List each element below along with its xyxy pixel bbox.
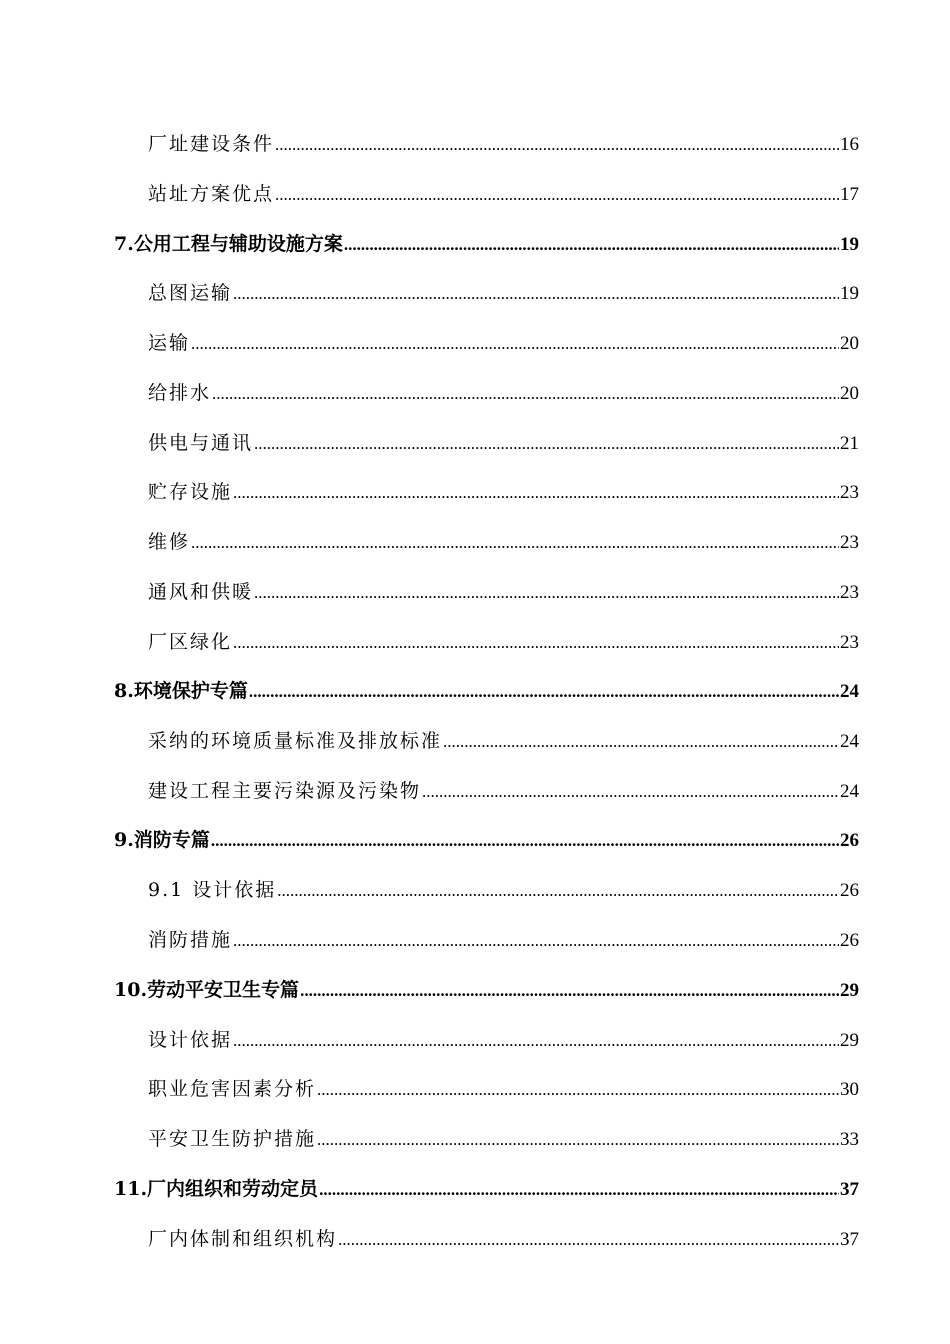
dot-leader [233, 921, 839, 961]
toc-entry-page: 30 [840, 1079, 859, 1100]
toc-section-heading[interactable] [114, 671, 859, 711]
dot-leader [254, 424, 839, 464]
toc-entry[interactable] [148, 124, 859, 164]
toc-entry-page: 23 [840, 632, 859, 653]
toc-entry-page: 19 [840, 283, 859, 304]
toc-entry-label: 站址方案优点 [148, 183, 275, 205]
toc-entry[interactable] [148, 622, 859, 662]
toc-entry-page: 23 [840, 532, 859, 553]
toc-entry-page: 20 [840, 333, 859, 354]
toc-entry[interactable] [148, 174, 859, 214]
toc-entry-page: 24 [840, 681, 859, 702]
dot-leader [277, 871, 839, 911]
toc-entry-label: 供电与通讯 [148, 432, 254, 454]
toc-section-heading[interactable] [114, 1169, 859, 1209]
toc-entry[interactable] [148, 522, 859, 562]
toc-entry[interactable] [148, 1119, 859, 1159]
toc-entry-label: 7.公用工程与辅助设施方案 [114, 233, 343, 255]
toc-entry-page: 16 [840, 134, 859, 155]
dot-leader [344, 225, 839, 265]
toc-entry-label: 通风和供暖 [148, 581, 254, 603]
dot-leader [233, 473, 839, 513]
toc-entry-page: 26 [840, 930, 859, 951]
dot-leader [249, 672, 839, 712]
toc-entry-page: 37 [840, 1229, 859, 1250]
dot-leader [275, 175, 839, 215]
dot-leader [317, 1120, 839, 1160]
toc-entry-label: 9.消防专篇 [114, 829, 210, 851]
toc-entry[interactable] [148, 273, 859, 313]
dot-leader [191, 324, 839, 364]
toc-entry-label: 消防措施 [148, 929, 233, 951]
toc-entry-label: 9.1 设计依据 [148, 879, 277, 901]
toc-entry-label: 维修 [148, 531, 191, 553]
toc-entry-page: 23 [840, 482, 859, 503]
toc-entry[interactable] [148, 472, 859, 512]
dot-leader [319, 1170, 839, 1210]
toc-entry[interactable] [148, 323, 859, 363]
toc-entry-label: 厂址建设条件 [148, 133, 275, 155]
dot-leader [212, 374, 839, 414]
toc-entry-label: 平安卫生防护措施 [148, 1128, 317, 1150]
toc-entry-page: 17 [840, 184, 859, 205]
toc-entry[interactable] [148, 721, 859, 761]
toc-entry-page: 37 [840, 1179, 859, 1200]
toc-section-heading[interactable] [114, 970, 859, 1010]
dot-leader [422, 772, 839, 812]
toc-entry-page: 20 [840, 383, 859, 404]
toc-entry[interactable] [148, 572, 859, 612]
toc-entry-label: 给排水 [148, 382, 212, 404]
dot-leader [233, 1021, 839, 1061]
toc-entry[interactable] [148, 870, 859, 910]
toc-entry-page: 24 [840, 731, 859, 752]
toc-entry-label: 贮存设施 [148, 481, 233, 503]
toc-section-heading[interactable] [114, 224, 859, 264]
toc-entry-label: 采纳的环境质量标准及排放标准 [148, 730, 443, 752]
toc-entry-page: 33 [840, 1129, 859, 1150]
toc-entry-page: 29 [840, 1030, 859, 1051]
toc-entry-page: 26 [840, 830, 859, 851]
toc-entry[interactable] [148, 373, 859, 413]
toc-entry-page: 24 [840, 781, 859, 802]
toc-entry-label: 厂区绿化 [148, 631, 233, 653]
dot-leader [233, 274, 839, 314]
dot-leader [317, 1070, 839, 1110]
toc-entry[interactable] [148, 920, 859, 960]
dot-leader [191, 523, 839, 563]
toc-entry[interactable] [148, 1020, 859, 1060]
toc-entry-page: 23 [840, 582, 859, 603]
toc-entry-label: 运输 [148, 332, 191, 354]
toc-entry[interactable] [148, 1069, 859, 1109]
dot-leader [211, 821, 839, 861]
toc-entry-label: 建设工程主要污染源及污染物 [148, 780, 422, 802]
toc-entry-label: 8.环境保护专篇 [114, 680, 248, 702]
dot-leader [254, 573, 839, 613]
toc-entry-label: 总图运输 [148, 282, 233, 304]
toc-entry[interactable] [148, 423, 859, 463]
dot-leader [233, 623, 839, 663]
dot-leader [338, 1220, 839, 1260]
toc-section-heading[interactable] [114, 820, 859, 860]
toc-entry[interactable] [148, 1219, 859, 1259]
toc-entry[interactable] [148, 771, 859, 811]
toc-entry-label: 职业危害因素分析 [148, 1078, 317, 1100]
toc-entry-label: 厂内体制和组织机构 [148, 1228, 338, 1250]
dot-leader [443, 722, 839, 762]
toc-entry-page: 26 [840, 880, 859, 901]
toc-entry-label: 设计依据 [148, 1029, 233, 1051]
toc-entry-label: 11.厂内组织和劳动定员 [114, 1178, 319, 1200]
toc-entry-label: 10.劳动平安卫生专篇 [114, 979, 300, 1001]
dot-leader [300, 971, 839, 1011]
toc-entry-page: 21 [840, 433, 859, 454]
toc-entry-page: 19 [840, 234, 859, 255]
dot-leader [275, 125, 839, 165]
toc-entry-page: 29 [840, 980, 859, 1001]
